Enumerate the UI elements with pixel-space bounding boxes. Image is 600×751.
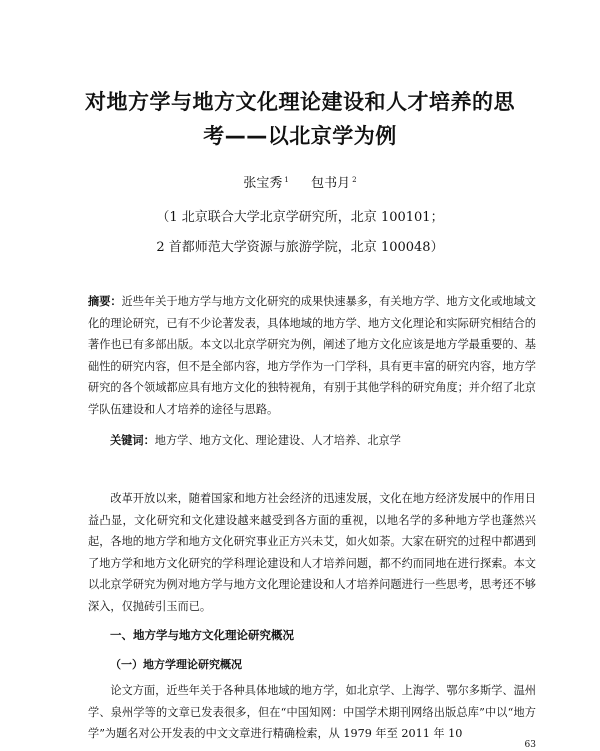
- paper-title-line-1: 对地方学与地方文化理论建设和人才培养的思: [85, 90, 515, 114]
- author-name: 张宝秀: [243, 176, 283, 191]
- abstract: [88, 291, 536, 421]
- keywords: [110, 430, 540, 451]
- author-line: [0, 172, 600, 191]
- paper-title-line-2: 考——以北京学为例: [203, 124, 397, 148]
- subsection-heading: （一）地方学理论研究概况: [110, 658, 242, 671]
- affiliation-1: （1 北京联合大学北京学研究所，北京 100101；: [156, 210, 444, 225]
- page-number: 63: [524, 740, 536, 750]
- intro-paragraph: 改革开放以来，随着国家和地方社会经济的迅速发展，文化在地方经济发展中的作用日益凸显，文化研究和文化建设越来越受到各方面的重视，以地名学的多种地方学也蓬然兴起，各地的地方学和地方文化研究事业正方兴未艾，如火如荼。大家在研究的过程中都遇到了地方学和地方文化研究的学科理论建设和人才培养问题，都不约而同地在进行探索。本文以北京学研究为例对地方学与地方文化理论建设和人才培养问题进行一些思考，思考还不够深入，仅抛砖引玉而已。: [88, 492, 536, 613]
- affiliation-2: 2 首都师范大学资源与旅游学院，北京 100048）: [156, 240, 444, 255]
- author-affiliation-marker: 2: [352, 176, 357, 184]
- keywords-label: 关键词：: [110, 433, 155, 447]
- section-paragraph: 论文方面，近些年关于各种具体地域的地方学，如北京学、上海学、鄂尔多斯学、温州学、泉州学等的文章已发表很多，但在“中国知网：中国学术期刊网络出版总库”中以“地方学”为题名对公开发表的中文文章进行精确检索，从 1979 年至 2011 年 10: [88, 684, 536, 740]
- abstract-text: 近些年关于地方学与地方文化研究的成果快速暴多，有关地方学、地方文化或地域文化的理论研究，已有不少论著发表，具体地域的地方学、地方文化理论和实际研究相结合的著作也已有多部出版。本文以北京学研究为例，阐述了地方文化应该是地方学最重要的、基础性的研究内容，但不是全部内容，地方学作为一门学科，具有更丰富的研究内容，地方学研究的各个领域都应具有地方文化的独特视角，有别于其他学科的研究角度；并介绍了北京学队伍建设和人才培养的途径与思路。: [88, 295, 536, 416]
- keywords-text: 地方学、地方文化、理论建设、人才培养、北京学: [154, 434, 401, 447]
- abstract-label: 摘要：: [88, 294, 122, 308]
- author-affiliation-marker: 1: [284, 176, 289, 184]
- section-heading: 一、地方学与地方文化理论研究概况: [110, 628, 294, 642]
- author-name: 包书月: [311, 176, 351, 191]
